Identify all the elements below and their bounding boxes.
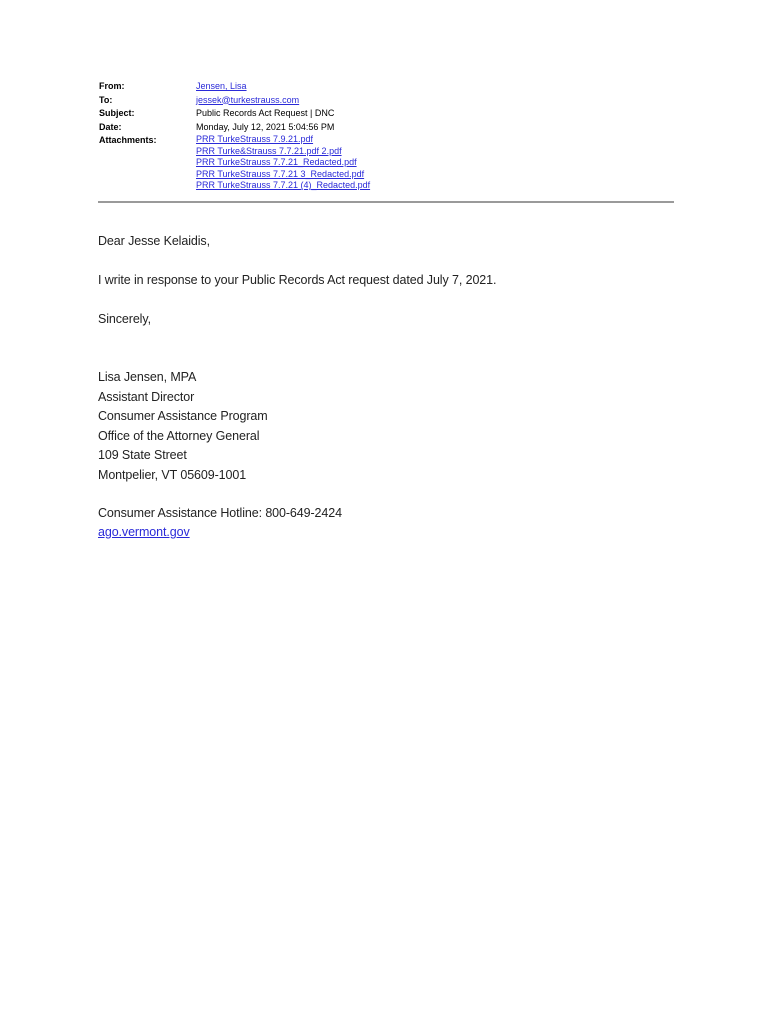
from-label: From: bbox=[99, 81, 125, 91]
attachment-link[interactable]: PRR TurkeStrauss 7.7.21 3_Redacted.pdf bbox=[196, 168, 365, 179]
closing: Sincerely, bbox=[98, 312, 151, 326]
signature-office: Office of the Attorney General bbox=[98, 428, 260, 443]
attachment-link[interactable]: PRR TurkeStrauss 7.7.21_Redacted.pdf bbox=[196, 157, 357, 167]
subject-row bbox=[99, 107, 675, 121]
date-label: Date: bbox=[99, 121, 122, 132]
date-value: Monday, July 12, 2021 5:04:56 PM bbox=[196, 121, 335, 132]
intro-paragraph: I write in response to your Public Records Act request dated July 7, 2021. bbox=[98, 273, 497, 287]
to-label: To: bbox=[99, 94, 113, 105]
signature-name: Lisa Jensen, MPA bbox=[98, 370, 197, 384]
website-link[interactable]: ago.vermont.gov bbox=[98, 525, 190, 539]
signature-title: Assistant Director bbox=[98, 389, 195, 404]
signature-program: Consumer Assistance Program bbox=[98, 409, 268, 423]
subject-value: Public Records Act Request | DNC bbox=[196, 108, 335, 118]
signature-street: 109 State Street bbox=[98, 448, 187, 462]
signature-block bbox=[98, 368, 268, 485]
attachments-label: Attachments: bbox=[99, 135, 157, 145]
header-divider bbox=[98, 201, 674, 203]
email-header bbox=[99, 80, 675, 192]
greeting: Dear Jesse Kelaidis, bbox=[98, 234, 210, 248]
from-link[interactable]: Jensen, Lisa bbox=[196, 81, 247, 91]
date-row bbox=[99, 121, 675, 135]
attachment-link[interactable]: PRR TurkeStrauss 7.9.21.pdf bbox=[196, 134, 314, 144]
hotline: Consumer Assistance Hotline: 800-649-2424 bbox=[98, 506, 342, 520]
attachments-list bbox=[196, 134, 675, 192]
to-email-link[interactable]: jessek@turkestrauss.com bbox=[196, 94, 300, 105]
attachment-link[interactable]: PRR TurkeStrauss 7.7.21 (4)_Redacted.pdf bbox=[196, 180, 371, 190]
attachments-row bbox=[99, 134, 675, 192]
subject-label: Subject: bbox=[99, 108, 135, 118]
from-row bbox=[99, 80, 675, 94]
to-row bbox=[99, 94, 675, 108]
attachment-link[interactable]: PRR Turke&Strauss 7.7.21.pdf 2.pdf bbox=[196, 145, 342, 156]
signature-city: Montpelier, VT 05609-1001 bbox=[98, 467, 247, 482]
